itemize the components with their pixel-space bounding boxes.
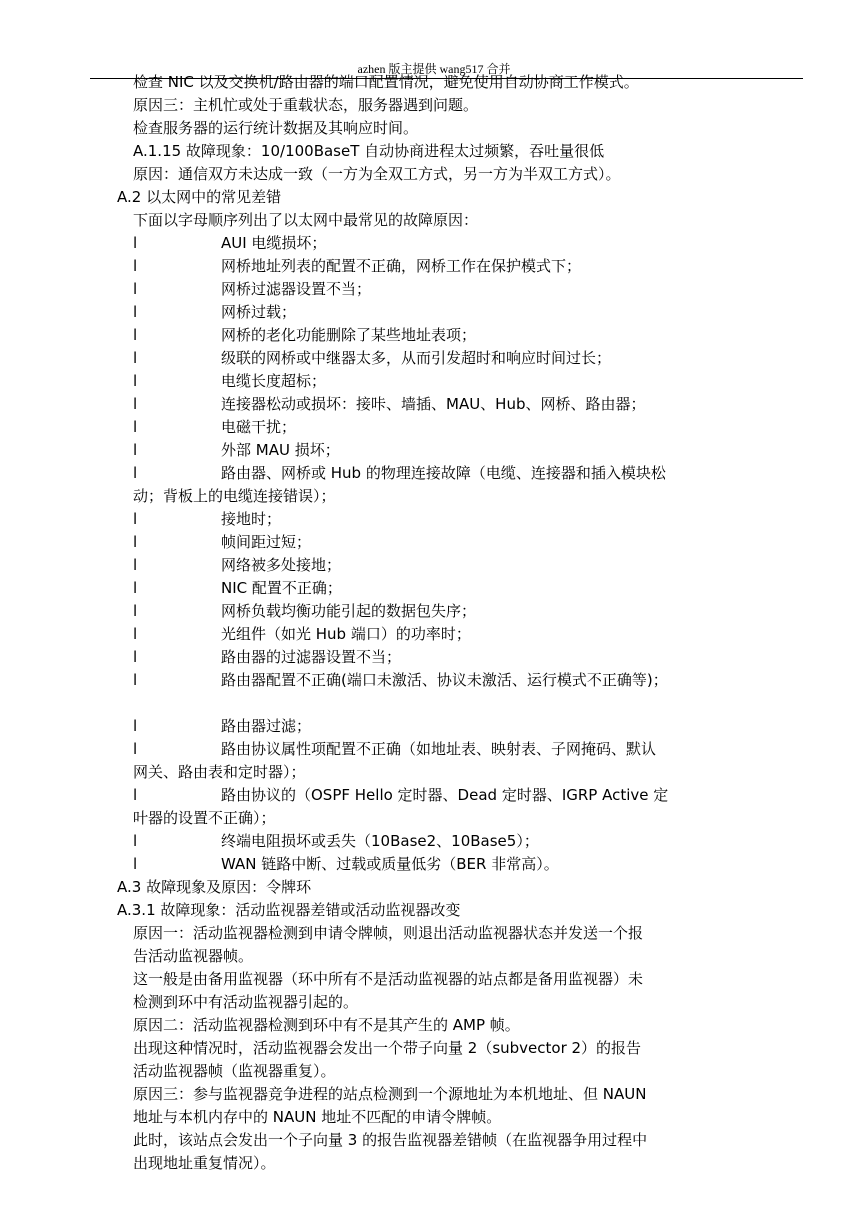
subsection-heading: A.3.1 故障现象：活动监视器差错或活动监视器改变 xyxy=(117,901,461,919)
body-line: 这一般是由备用监视器（环中所有不是活动监视器的站点都是备用监视器）未 xyxy=(133,970,644,988)
bullet-marker: l xyxy=(133,625,138,643)
bullet-marker: l xyxy=(133,602,138,620)
list-item-text: AUI 电缆损坏； xyxy=(221,234,327,252)
list-item-text: WAN 链路中断、过载或质量低劣（BER 非常高）。 xyxy=(221,855,559,873)
list-item-text: 路由协议属性项配置不正确（如地址表、映射表、子网掩码、默认 xyxy=(221,740,657,758)
bullet-marker: l xyxy=(133,418,138,436)
list-item-continuation: 叶器的设置不正确）； xyxy=(133,809,276,827)
body-line: 出现这种情况时，活动监视器会发出一个带子向量 2（subvector 2）的报告 xyxy=(133,1039,642,1057)
section-heading: A.1.15 故障现象：10/100BaseT 自动协商进程太过频繁，吞吐量很低 xyxy=(133,142,605,160)
body-line: 此时，该站点会发出一个子向量 3 的报告监视器差错帧（在监视器争用过程中 xyxy=(133,1131,648,1149)
section-heading: A.3 故障现象及原因：令牌环 xyxy=(117,878,312,896)
list-item-text: NIC 配置不正确； xyxy=(221,579,342,597)
list-item-text: 网桥地址列表的配置不正确，网桥工作在保护模式下； xyxy=(221,257,582,275)
bullet-marker: l xyxy=(133,326,138,344)
bullet-marker: l xyxy=(133,395,138,413)
bullet-marker: l xyxy=(133,441,138,459)
list-item-text: 外部 MAU 损坏； xyxy=(221,441,340,459)
list-item-text: 帧间距过短； xyxy=(221,533,312,551)
bullet-marker: l xyxy=(133,832,138,850)
list-item-text: 路由协议的（OSPF Hello 定时器、Dead 定时器、IGRP Active 定 xyxy=(221,786,669,804)
body-line: 原因二：活动监视器检测到环中有不是其产生的 AMP 帧。 xyxy=(133,1016,520,1034)
bullet-marker: l xyxy=(133,372,138,390)
list-item-text: 光组件（如光 Hub 端口）的功率时； xyxy=(221,625,471,643)
list-item-text: 接地时； xyxy=(221,510,282,528)
list-item-text: 路由器的过滤器设置不当； xyxy=(221,648,402,666)
body-line: 活动监视器帧（监视器重复）。 xyxy=(133,1062,336,1080)
bullet-marker: l xyxy=(133,464,138,482)
bullet-marker: l xyxy=(133,671,138,689)
list-item-text: 路由器、网桥或 Hub 的物理连接故障（电缆、连接器和插入模块松 xyxy=(221,464,666,482)
bullet-marker: l xyxy=(133,717,138,735)
list-item-text: 网桥负载均衡功能引起的数据包失序； xyxy=(221,602,477,620)
list-item-text: 电缆长度超标； xyxy=(221,372,327,390)
list-item-text: 网桥的老化功能删除了某些地址表项； xyxy=(221,326,477,344)
body-line: 出现地址重复情况）。 xyxy=(133,1154,276,1172)
list-item-text: 路由器配置不正确(端口未激活、协议未激活、运行模式不正确等)； xyxy=(221,671,668,689)
bullet-marker: l xyxy=(133,234,138,252)
list-item-text: 级联的网桥或中继器太多，从而引发超时和响应时间过长； xyxy=(221,349,612,367)
header-text: azhen 版主提供 wang517 合并 xyxy=(357,62,511,76)
body-line: 原因一：活动监视器检测到申请令牌帧，则退出活动监视器状态并发送一个报 xyxy=(133,924,644,942)
list-item-text: 网桥过载； xyxy=(221,303,297,321)
list-item-text: 终端电阻损坏或丢失（10Base2、10Base5）； xyxy=(221,832,539,850)
list-item-text: 电磁干扰； xyxy=(221,418,297,436)
body-line: 原因三：主机忙或处于重载状态，服务器遇到问题。 xyxy=(133,96,479,114)
bullet-marker: l xyxy=(133,533,138,551)
body-line: 地址与本机内存中的 NAUN 地址不匹配的申请令牌帧。 xyxy=(133,1108,502,1126)
section-heading: A.2 以太网中的常见差错 xyxy=(117,188,282,206)
bullet-marker: l xyxy=(133,510,138,528)
bullet-marker: l xyxy=(133,280,138,298)
bullet-marker: l xyxy=(133,648,138,666)
bullet-marker: l xyxy=(133,349,138,367)
body-line: 检测到环中有活动监视器引起的。 xyxy=(133,993,359,1011)
list-item-continuation: 动；背板上的电缆连接错误）； xyxy=(133,487,336,505)
list-item-text: 连接器松动或损坏：接咔、墙插、MAU、Hub、网桥、路由器； xyxy=(221,395,646,413)
bullet-marker: l xyxy=(133,257,138,275)
list-item-text: 网桥过滤器设置不当； xyxy=(221,280,372,298)
list-item-text: 网络被多处接地； xyxy=(221,556,342,574)
list-item-continuation: 网关、路由表和定时器）； xyxy=(133,763,306,781)
body-line: 检查服务器的运行统计数据及其响应时间。 xyxy=(133,119,419,137)
bullet-marker: l xyxy=(133,855,138,873)
body-line: 检查 NIC 以及交换机/路由器的端口配置情况，避免使用自动协商工作模式。 xyxy=(133,73,639,91)
bullet-marker: l xyxy=(133,740,138,758)
bullet-marker: l xyxy=(133,579,138,597)
body-line: 下面以字母顺序列出了以太网中最常见的故障原因： xyxy=(133,211,479,229)
body-line: 原因三：参与监视器竞争进程的站点检测到一个源地址为本机地址、但 NAUN xyxy=(133,1085,647,1103)
bullet-marker: l xyxy=(133,786,138,804)
bullet-marker: l xyxy=(133,303,138,321)
body-line: 告活动监视器帧。 xyxy=(133,947,254,965)
bullet-marker: l xyxy=(133,556,138,574)
body-line: 原因：通信双方未达成一致（一方为全双工方式，另一方为半双工方式）。 xyxy=(133,165,621,183)
list-item-text: 路由器过滤； xyxy=(221,717,312,735)
